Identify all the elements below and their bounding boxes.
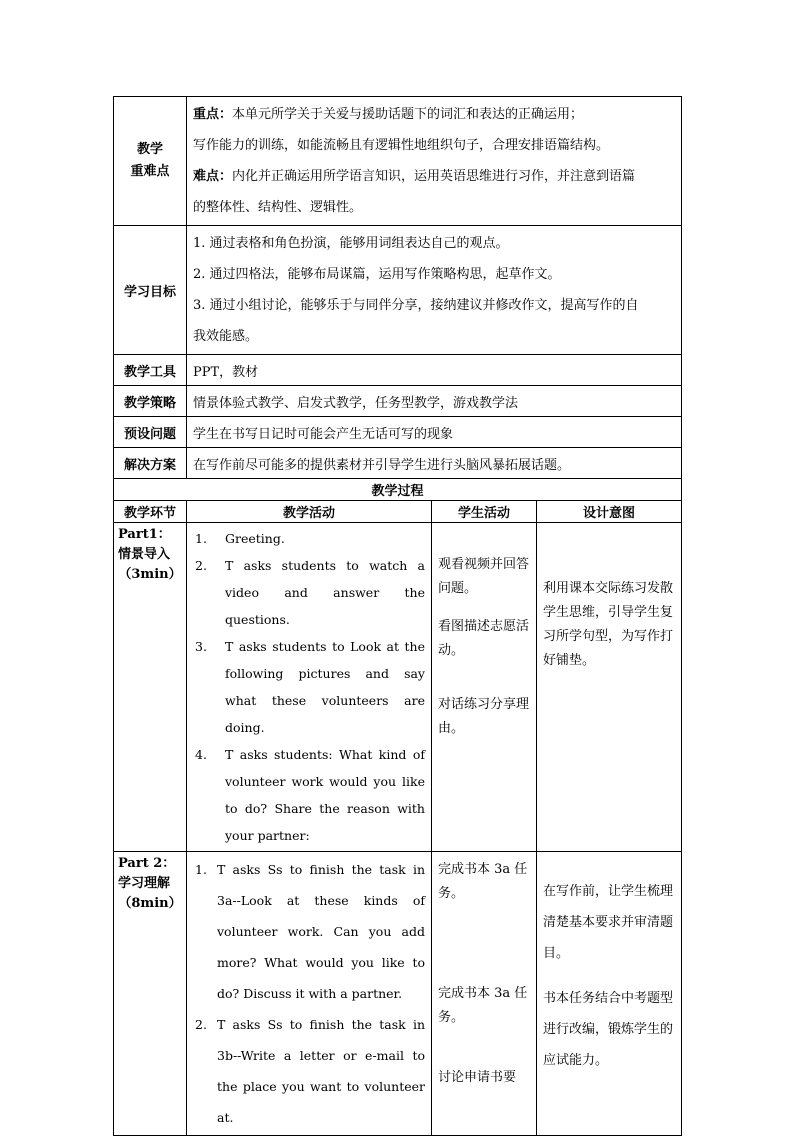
label-expected-problem: 预设问题	[114, 417, 187, 448]
student-activity: 观看视频并回答问题。	[438, 557, 530, 596]
label-key-points-line: 重难点	[130, 164, 170, 179]
key-point-line: 难点：内化并正确运用所学语言知识，运用英语思维进行习作，并注意到语篇	[193, 169, 636, 184]
part2-student-activities	[432, 852, 537, 1136]
tools-content: PPT，教材	[187, 355, 682, 386]
part1-title: Part1： 情景导入 （3min）	[114, 523, 187, 852]
col-header-student-activity: 学生活动	[432, 501, 537, 523]
part1-design-intent	[537, 523, 682, 852]
list-item: 1. T asks Ss to finish the task in 3a--Look at these kinds of volunteer work. Can you add more? What would you like to do? Discuss it with a partner.	[195, 862, 425, 1001]
strategy-content: 情景体验式教学、启发式教学，任务型教学，游戏教学法	[187, 386, 682, 417]
design-intent: 利用课本交际练习发散学生思维，引导学生复习所学句型，为写作打好铺垫。	[543, 581, 674, 668]
list-item: 2. T asks Ss to finish the task in 3b--Write a letter or e-mail to the place you want to volunteer at.	[195, 1017, 425, 1125]
part1-activity-list	[195, 525, 425, 849]
student-activity: 讨论申请书要	[438, 1070, 517, 1085]
part2-design-intent	[537, 852, 682, 1136]
objective-line: 3. 通过小组讨论，能够乐于与同伴分享，接纳建议并修改作文，提高写作的自	[193, 298, 639, 313]
row-part2	[114, 852, 682, 1136]
student-activity: 对话练习分享理由。	[438, 697, 530, 736]
row-objectives	[114, 226, 682, 355]
row-process-title	[114, 479, 682, 501]
list-item: 1. Greeting.	[195, 531, 285, 546]
row-expected-problem	[114, 417, 682, 448]
solution-content: 在写作前尽可能多的提供素材并引导学生进行头脑风暴拓展话题。	[187, 448, 682, 479]
label-strategy: 教学策略	[114, 386, 187, 417]
list-item: 4. T asks students: What kind of volunteer work would you like to do? Share the reason with your partner:	[195, 747, 425, 843]
row-solution	[114, 448, 682, 479]
row-part1	[114, 523, 682, 852]
student-activity: 完成书本 3a 任务。	[438, 862, 528, 901]
key-points-content	[187, 97, 682, 226]
objective-line: 1. 通过表格和角色扮演，能够用词组表达自己的观点。	[193, 236, 509, 251]
col-header-design-intent: 设计意图	[537, 501, 682, 523]
label-key-points	[114, 97, 187, 226]
expected-problem-content: 学生在书写日记时可能会产生无话可写的现象	[187, 417, 682, 448]
key-point-line: 重点：本单元所学关于关爱与援助话题下的词汇和表达的正确运用；	[193, 107, 584, 122]
row-key-points	[114, 97, 682, 226]
col-header-stage: 教学环节	[114, 501, 187, 523]
key-point-line: 写作能力的训练，如能流畅且有逻辑性地组织句子，合理安排语篇结构。	[193, 138, 610, 153]
design-intent: 书本任务结合中考题型进行改编，锻炼学生的应试能力。	[543, 991, 674, 1068]
label-tools: 教学工具	[114, 355, 187, 386]
lesson-plan-page	[113, 96, 681, 1136]
row-tools	[114, 355, 682, 386]
process-title: 教学过程	[114, 479, 682, 501]
list-item: 2. T asks students to watch a video and answer the questions.	[195, 558, 425, 627]
part2-title: Part 2： 学习理解 （8min）	[114, 852, 187, 1136]
part2-activities	[187, 852, 432, 1136]
row-strategy	[114, 386, 682, 417]
student-activity: 看图描述志愿活动。	[438, 619, 530, 658]
design-intent: 在写作前，让学生梳理清楚基本要求并审清题目。	[543, 884, 674, 961]
part2-activity-list	[195, 854, 425, 1133]
label-objectives: 学习目标	[114, 226, 187, 355]
part1-student-activities	[432, 523, 537, 852]
objective-line: 我效能感。	[193, 329, 259, 344]
part1-activities	[187, 523, 432, 852]
col-header-teacher-activity: 教学活动	[187, 501, 432, 523]
label-solution: 解决方案	[114, 448, 187, 479]
objective-line: 2. 通过四格法，能够布局谋篇，运用写作策略构思，起草作文。	[193, 267, 561, 282]
objectives-content	[187, 226, 682, 355]
list-item: 3. T asks students to Look at the following pictures and say what these volunteers are doing.	[195, 639, 425, 735]
row-column-headers	[114, 501, 682, 523]
key-point-line: 的整体性、结构性、逻辑性。	[193, 200, 363, 215]
label-key-points-line: 教学	[136, 142, 163, 157]
lesson-plan-table	[113, 96, 682, 1136]
student-activity: 完成书本 3a 任务。	[438, 986, 528, 1025]
label-key-points-text	[114, 139, 186, 183]
